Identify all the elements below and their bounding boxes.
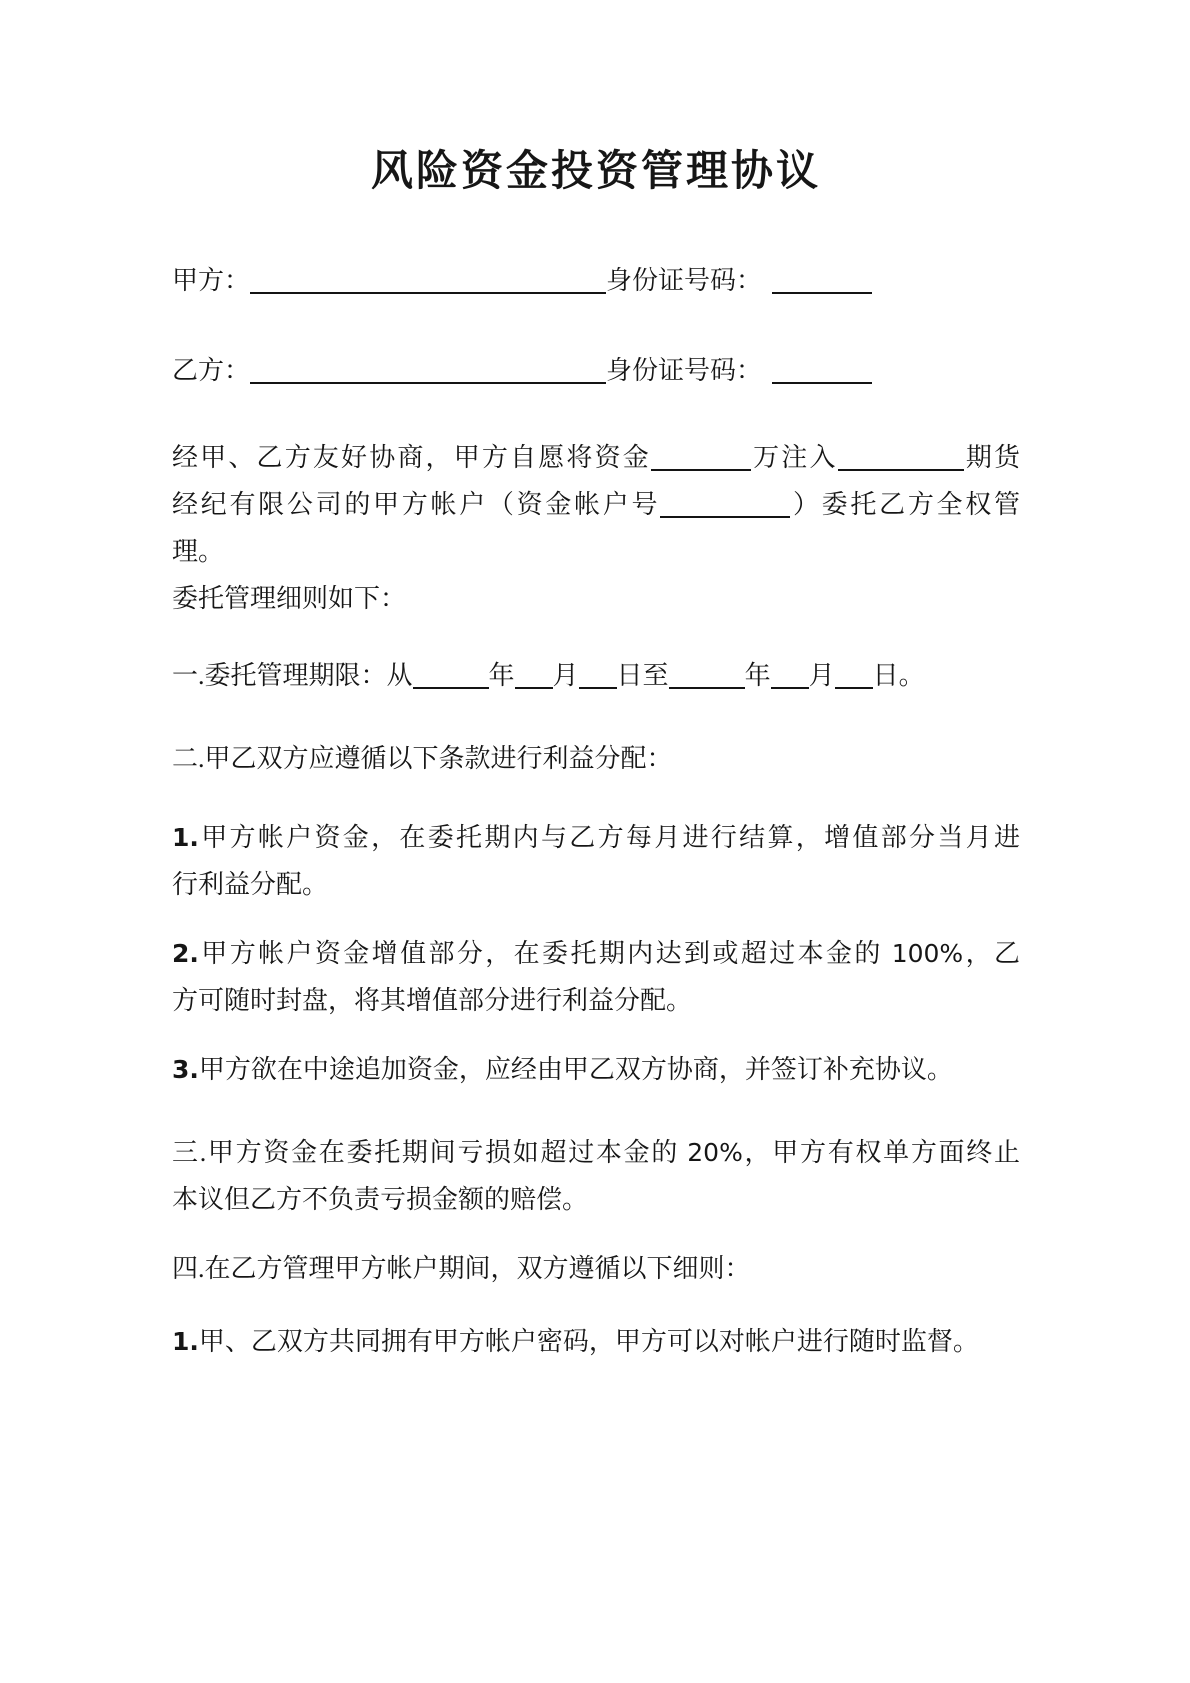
intro-text-5: ）委托乙方全权管 <box>790 490 1020 520</box>
end-day-blank <box>835 661 873 689</box>
section-2-item-3 <box>172 1046 1020 1093</box>
term-month1-label: 月 <box>552 661 579 691</box>
section-4-heading-line <box>172 1245 1020 1292</box>
intro-text-4: 经纪有限公司的甲方帐户（资金帐户号 <box>172 490 661 520</box>
party-b-name-blank <box>250 356 606 384</box>
intro-line-3 <box>172 528 1020 575</box>
item-2-text-2: ，乙 <box>963 939 1020 969</box>
item-1-line-2 <box>172 861 1020 908</box>
section-4-heading-text: 四.在乙方管理甲方帐户期间，双方遵循以下细则： <box>172 1254 751 1284</box>
item-1-number: 1. <box>172 823 199 853</box>
section-4-heading <box>172 1245 1020 1292</box>
intro-line-1 <box>172 434 1020 481</box>
document-title: 风险资金投资管理协议 <box>370 149 821 195</box>
section-4-item-1-text: 甲、乙双方共同拥有甲方帐户密码，甲方可以对帐户进行随时监督。 <box>198 1327 979 1357</box>
section-2-heading-line <box>172 735 1020 782</box>
term-day2-label: 日。 <box>872 661 925 691</box>
start-year-blank <box>413 661 489 689</box>
amount-blank <box>651 443 751 471</box>
section-1-line <box>172 652 1020 699</box>
section-2-item-1 <box>172 814 1020 908</box>
rules-intro-text-line <box>172 575 1020 622</box>
party-a-id-blank <box>772 266 872 294</box>
item-3-number: 3. <box>172 1055 199 1085</box>
party-a-name-blank <box>250 266 606 294</box>
section-4-item-1-number: 1. <box>172 1327 199 1357</box>
item-1-text-2: 行利益分配。 <box>172 870 329 900</box>
section-3-text-2: ，甲方有权单方面终止 <box>742 1138 1020 1168</box>
party-b-row <box>172 356 1020 386</box>
section-3-text-1: 三.甲方资金在委托期间亏损如超过本金的 <box>172 1138 688 1168</box>
section-2-item-2 <box>172 930 1020 1024</box>
item-2-number: 2. <box>172 939 199 969</box>
section-2-heading <box>172 735 1020 782</box>
rules-intro-text: 委托管理细则如下： <box>172 584 407 614</box>
section-3-line-2 <box>172 1176 1020 1223</box>
party-b-id-blank <box>772 356 872 384</box>
party-a-id-label: 身份证号码： <box>606 266 763 296</box>
section-1-term <box>172 652 1020 699</box>
item-2-line-2 <box>172 977 1020 1024</box>
section-3-percent: 20% <box>687 1138 743 1168</box>
item-2-percent: 100% <box>891 939 964 969</box>
start-month-blank <box>515 661 553 689</box>
party-b-id-label: 身份证号码： <box>606 356 763 386</box>
rules-intro-line <box>172 575 1020 622</box>
section-3 <box>172 1129 1020 1223</box>
item-3-text: 甲方欲在中途追加资金，应经由甲乙双方协商，并签订补充协议。 <box>198 1055 953 1085</box>
intro-text-3: 期货 <box>963 443 1020 473</box>
section-4-item-1 <box>172 1318 1020 1365</box>
intro-text-2: 万注入 <box>750 443 838 473</box>
start-day-blank <box>579 661 617 689</box>
item-2-text-1: 甲方帐户资金增值部分，在委托期内达到或超过本金的 <box>198 939 892 969</box>
item-1-text-1: 甲方帐户资金，在委托期内与乙方每月进行结算，增值部分当月进 <box>198 823 1020 853</box>
term-year1-label: 年 <box>488 661 515 691</box>
term-prefix: 一.委托管理期限：从 <box>172 661 413 691</box>
intro-line-2 <box>172 481 1020 528</box>
section-3-text-3: 本议但乙方不负责亏损金额的赔偿。 <box>172 1185 589 1215</box>
intro-text-6: 理。 <box>172 537 225 567</box>
section-4-item-1-line <box>172 1318 1020 1365</box>
broker-name-blank <box>838 443 964 471</box>
party-a-row <box>172 266 1020 296</box>
item-2-line-1 <box>172 930 1020 977</box>
intro-text-1: 经甲、乙方友好协商，甲方自愿将资金 <box>172 443 651 473</box>
section-2-heading-text: 二.甲乙双方应遵循以下条款进行利益分配： <box>172 744 673 774</box>
item-3-line <box>172 1046 1020 1093</box>
account-number-blank <box>660 490 790 518</box>
party-a-label: 甲方： <box>172 266 251 296</box>
item-1-line-1 <box>172 814 1020 861</box>
end-year-blank <box>669 661 745 689</box>
party-b-label: 乙方： <box>172 356 251 386</box>
term-month2-label: 月 <box>808 661 835 691</box>
item-2-text-3: 方可随时封盘，将其增值部分进行利益分配。 <box>172 986 693 1016</box>
term-year2-label: 年 <box>744 661 771 691</box>
intro-paragraph <box>172 434 1020 575</box>
term-day1-label: 日至 <box>616 661 669 691</box>
end-month-blank <box>771 661 809 689</box>
section-3-line-1 <box>172 1129 1020 1176</box>
